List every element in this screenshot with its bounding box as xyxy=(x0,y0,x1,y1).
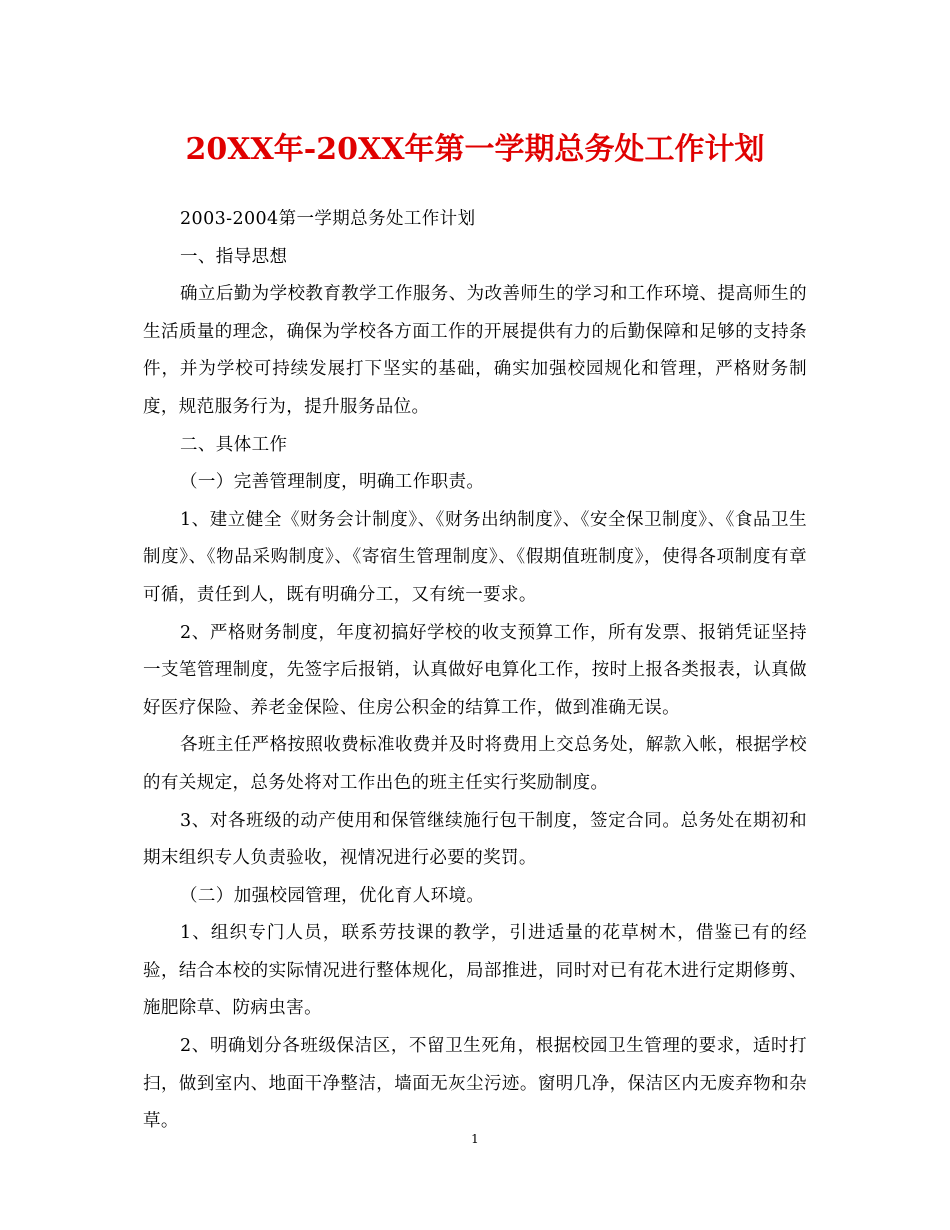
paragraph-item-3-assets: 3、对各班级的动产使用和保管继续施行包干制度，签定合同。总务处在期初和期末组织专人负责验收，视情况进行必要的奖罚。 xyxy=(143,810,807,869)
paragraph-item-1-greening: 1、组织专门人员，联系劳技课的教学，引进适量的花草树木，借鉴已有的经验，结合本校的实际情况进行整体规化，局部推进，同时对已有花木进行定期修剪、施肥除草、防病虫害。 xyxy=(143,923,807,1019)
document-title: 20XX年-20XX年第一学期总务处工作计划 xyxy=(185,132,765,167)
paragraph-item-2-cleaning: 2、明确划分各班级保洁区，不留卫生死角，根据校园卫生管理的要求，适时打扫，做到室内、地面干净整洁，墙面无灰尘污迹。窗明几净，保洁区内无废弃物和杂草。 xyxy=(143,1036,807,1132)
document-body xyxy=(143,201,807,1141)
subheading-campus-management: （二）加强校园管理，优化育人环境。 xyxy=(180,885,485,906)
subheading-management-system: （一）完善管理制度，明确工作职责。 xyxy=(180,472,485,493)
page-number: 1 xyxy=(471,1132,479,1146)
paragraph-item-2-finance: 2、严格财务制度，年度初搞好学校的收支预算工作，所有发票、报销凭证坚持一支笔管理制度，先签字后报销，认真做好电算化工作，按时上报各类报表，认真做好医疗保险、养老金保险、住房公积金的结算工作，做到准确无误。 xyxy=(143,622,807,718)
heading-specific-work: 二、具体工作 xyxy=(180,434,288,455)
paragraph-class-fees: 各班主任严格按照收费标准收费并及时将费用上交总务处，解款入帐，根据学校的有关规定，总务处将对工作出色的班主任实行奖励制度。 xyxy=(143,735,807,793)
paragraph-guiding-thought: 确立后勤为学校教育教学工作服务、为改善师生的学习和工作环境、提高师生的生活质量的理念，确保为学校各方面工作的开展提供有力的后勤保障和足够的支持条件，并为学校可持续发展打下坚实的基础，确实加强校园规化和管理，严格财务制度，规范服务行为，提升服务品位。 xyxy=(143,284,807,417)
heading-guiding-thought: 一、指导思想 xyxy=(180,246,288,267)
paragraph-subtitle: 2003-2004第一学期总务处工作计划 xyxy=(180,209,476,229)
paragraph-item-1-systems: 1、建立健全《财务会计制度》、《财务出纳制度》、《安全保卫制度》、《食品卫生制度》、《物品采购制度》、《寄宿生管理制度》、《假期值班制度》，使得各项制度有章可循，责任到人，既有明确分工，又有统一要求。 xyxy=(143,509,807,605)
